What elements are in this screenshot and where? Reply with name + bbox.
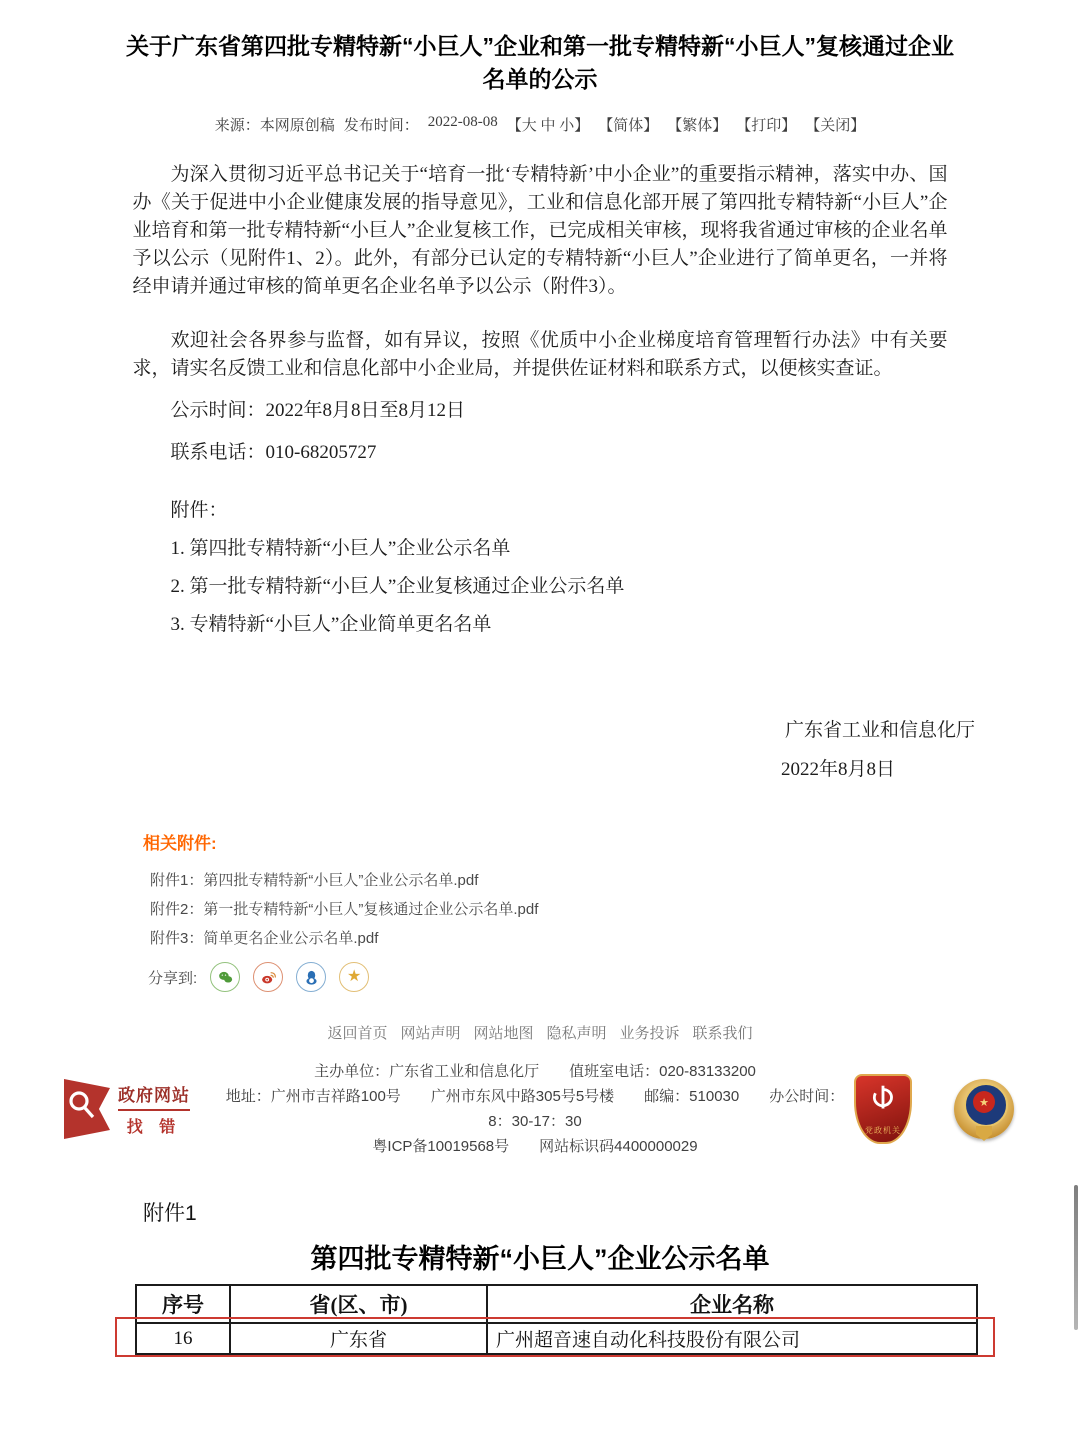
meta-bar — [0, 114, 1080, 135]
gov-site-error-widget[interactable] — [64, 1079, 216, 1139]
simplified-control[interactable]: 【简体】 — [598, 118, 659, 134]
weibo-icon — [260, 969, 277, 986]
footer-info-line: 主办单位：广东省工业和信息化厅 值班室电话：020-83133200 — [314, 1063, 756, 1080]
police-shield-icon — [976, 1126, 992, 1141]
signer-name: 广东省工业和信息化厅 — [784, 720, 975, 741]
footer-badges — [854, 1074, 1016, 1144]
magnifier-icon — [66, 1089, 96, 1123]
meta-publish-date: 2022-08-08 — [427, 114, 498, 130]
share-bar — [148, 962, 1080, 992]
attachment-pdf-link[interactable]: 第一批专精特新“小巨人”复核通过企业公示名单.pdf — [203, 901, 539, 918]
table-row — [136, 1323, 977, 1354]
footer-link-privacy[interactable]: 隐私声明 — [546, 1025, 607, 1042]
annex-table — [135, 1284, 978, 1355]
gov-error-flag-icon — [64, 1079, 110, 1139]
qzone-star-icon: ★ — [347, 968, 362, 985]
article-body — [133, 161, 948, 639]
attachment-link-row — [150, 899, 1080, 921]
close-control[interactable]: 【关闭】 — [805, 118, 866, 134]
attachments-label: 附件： — [170, 500, 228, 521]
annex-section — [0, 1197, 1080, 1355]
paragraph: 欢迎社会各界参与监督，如有异议，按照《优质中小企业梯度培育管理暂行办法》中有关要求，请实名反馈工业和信息化部中小企业局，并提供佐证材料和联系方式，以便核实查证。 — [132, 330, 948, 379]
footer-link-statement[interactable]: 网站声明 — [400, 1025, 461, 1042]
police-emblem-badge[interactable] — [952, 1075, 1016, 1143]
footer-info-line: 地址：广州市吉祥路100号 广州市东风中路305号5号楼 邮编：510030 办公时间：8：30-17：30 — [225, 1088, 845, 1130]
notice-time: 公示时间：2022年8月8日至8月12日 — [170, 400, 466, 421]
footer-info-line: 粤ICP备10019568号 网站标识码4400000029 — [372, 1138, 698, 1155]
qzone-share-icon[interactable] — [339, 962, 369, 992]
header-company: 企业名称 — [487, 1285, 977, 1323]
related-attachments-section — [143, 829, 1080, 992]
attachment-pdf-link[interactable]: 第四批专精特新“小巨人”企业公示名单.pdf — [203, 872, 479, 889]
related-attachments-heading: 相关附件: — [143, 834, 217, 853]
attachment-item: 3. 专精特新“小巨人”企业简单更名名单 — [170, 614, 492, 635]
gov-error-widget-text: 政府网站 找 错 — [118, 1081, 190, 1137]
attachment-pdf-link[interactable]: 简单更名企业公示名单.pdf — [203, 930, 379, 947]
print-control[interactable]: 【打印】 — [736, 118, 797, 134]
page-title: 关于广东省第四批专精特新“小巨人”企业和第一批专精特新“小巨人”复核通过企业名单的公示 — [126, 33, 954, 92]
annex-label: 附件1 — [143, 1202, 197, 1225]
footer-link-complaint[interactable]: 业务投诉 — [619, 1025, 680, 1042]
police-star-icon: ★ — [973, 1091, 995, 1113]
footer-link-sitemap[interactable]: 网站地图 — [473, 1025, 534, 1042]
annex-table-wrap — [135, 1284, 978, 1355]
header-no: 序号 — [136, 1285, 230, 1323]
attachment-link-row — [150, 928, 1080, 950]
party-badge-label: 党政机关 — [865, 1126, 901, 1135]
meta-publish-label: 发布时间： — [343, 118, 419, 134]
cell-company: 广州超音速自动化科技股份有限公司 — [487, 1323, 977, 1354]
header-province: 省(区、市) — [230, 1285, 487, 1323]
footer-link-contact[interactable]: 联系我们 — [692, 1025, 753, 1042]
footer-nav — [0, 1022, 1080, 1043]
attachment-item: 2. 第一批专精特新“小巨人”企业复核通过企业公示名单 — [170, 576, 625, 597]
cell-province: 广东省 — [230, 1323, 487, 1354]
table-header-row — [136, 1285, 977, 1323]
wechat-share-icon[interactable] — [210, 962, 240, 992]
wechat-icon — [217, 969, 234, 986]
attachment-label: 附件1： — [150, 872, 204, 889]
font-size-control[interactable]: 【大 中 小】 — [506, 118, 590, 134]
attachment-label: 附件2： — [150, 901, 204, 918]
party-government-badge[interactable] — [854, 1074, 912, 1144]
party-emblem-icon — [864, 1080, 902, 1118]
traditional-control[interactable]: 【繁体】 — [667, 118, 728, 134]
contact-phone: 联系电话：010-68205727 — [170, 442, 377, 463]
attachment-link-row — [150, 870, 1080, 892]
meta-source: 来源：本网原创稿 — [214, 118, 335, 134]
attachment-item: 1. 第四批专精特新“小巨人”企业公示名单 — [170, 538, 511, 559]
attachment-label: 附件3： — [150, 930, 204, 947]
annex-table-title: 第四批专精特新“小巨人”企业公示名单 — [310, 1244, 770, 1274]
weibo-share-icon[interactable] — [253, 962, 283, 992]
cell-no: 16 — [136, 1323, 230, 1354]
share-label: 分享到: — [148, 969, 198, 987]
scrollbar-artifact — [1074, 1185, 1078, 1330]
signature-block — [0, 715, 1080, 781]
paragraph: 为深入贯彻习近平总书记关于“培育一批‘专精特新’中小企业”的重要指示精神，落实中办、国办《关于促进中小企业健康发展的指导意见》，工业和信息化部开展了第四批专精特新“小巨人”企业培育和第一批专精特新“小巨人”企业复核工作，已完成相关审核，现将我省通过审核的企业名单予以公示（见附件1、2）。此外，有部分已认定的专精特新“小巨人”企业进行了简单更名，一并将经申请并通过审核的简单更名企业名单予以公示（附件3）。 — [132, 164, 948, 297]
qq-share-icon[interactable] — [296, 962, 326, 992]
qq-icon — [303, 969, 320, 986]
sign-date: 2022年8月8日 — [780, 759, 895, 780]
footer-link-home[interactable]: 返回首页 — [327, 1025, 388, 1042]
site-footer — [0, 1059, 1080, 1159]
footer-info — [216, 1059, 854, 1159]
